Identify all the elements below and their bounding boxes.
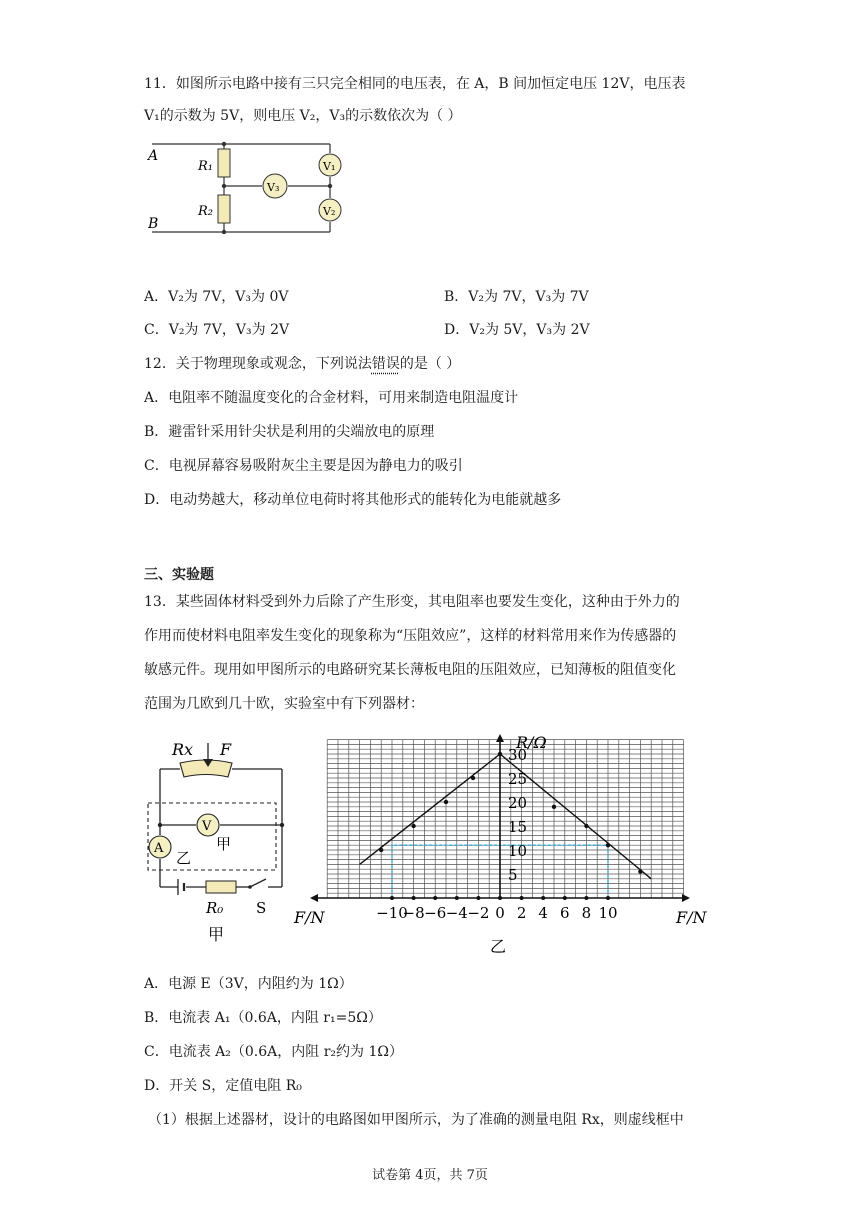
q12-option-a: A．电阻率不随温度变化的合金材料，可用来制造电阻温度计 bbox=[144, 390, 519, 406]
force-label: F bbox=[220, 740, 232, 759]
x-tick-label: 10 bbox=[598, 904, 618, 922]
r1-label: R₁ bbox=[198, 159, 213, 174]
x-tick-label: −4 bbox=[445, 904, 468, 922]
q12-stem bbox=[144, 354, 460, 374]
q11-stem-line1: 11．如图所示电路中接有三只完全相同的电压表，在 A，B 间加恒定电压 12V，电压表 bbox=[144, 76, 686, 92]
q11-option-b: B．V₂为 7V，V₃为 7V bbox=[444, 289, 589, 305]
inner-jia-label: 甲 bbox=[216, 835, 232, 853]
data-point bbox=[498, 752, 502, 756]
r0-label: R₀ bbox=[206, 899, 224, 917]
q11-option-a: A．V₂为 7V，V₃为 0V bbox=[144, 289, 289, 305]
x-tick-label: 4 bbox=[538, 904, 548, 922]
x-tick-mark bbox=[541, 896, 545, 900]
x-tick-label: 8 bbox=[581, 904, 592, 922]
fig-jia-caption: 甲 bbox=[208, 925, 225, 944]
q11-circuit-figure bbox=[140, 132, 360, 244]
data-point bbox=[552, 805, 556, 809]
q12-option-c: C．电视屏幕容易吸附灰尘主要是因为静电力的吸引 bbox=[144, 458, 463, 474]
r0-resistor bbox=[206, 881, 236, 893]
v3-label: V₃ bbox=[267, 181, 280, 194]
q12-stem-post: 的是（ ） bbox=[399, 356, 461, 372]
q12-stem-emphasis: 错误 bbox=[371, 356, 400, 372]
terminal-a-label: A bbox=[148, 148, 159, 164]
q13-option-d: D．开关 S，定值电阻 R₀ bbox=[144, 1078, 302, 1094]
x-tick-label: −10 bbox=[376, 904, 408, 922]
x-tick-mark bbox=[433, 896, 437, 900]
data-point bbox=[379, 848, 383, 852]
v1-label: V₁ bbox=[323, 160, 336, 173]
q13-stem-line2: 作用而使材料电阻率发生变化的现象称为“压阻效应”，这样的材料常用来作为传感器的 bbox=[144, 628, 677, 644]
x-tick-label: −8 bbox=[402, 904, 425, 922]
q13-option-c: C．电流表 A₂（0.6A，内阻 r₂约为 1Ω） bbox=[144, 1044, 403, 1060]
q11-stem-line2: V₁的示数为 5V，则电压 V₂，V₃的示数依次为（ ） bbox=[144, 108, 462, 124]
y-tick-label: 25 bbox=[508, 770, 528, 788]
section-title: 三、实验题 bbox=[144, 567, 214, 583]
q11-option-c: C．V₂为 7V，V₃为 2V bbox=[144, 322, 290, 338]
y-tick-label: 5 bbox=[508, 866, 518, 884]
x-tick-label: 2 bbox=[516, 904, 527, 922]
x-tick-mark bbox=[455, 896, 459, 900]
x-tick-label: 6 bbox=[560, 904, 570, 922]
dashed-box bbox=[148, 803, 276, 870]
x-axis-arrow bbox=[682, 894, 690, 902]
x-tick-mark bbox=[412, 896, 416, 900]
q13-option-a: A．电源 E（3V，内阻约为 1Ω） bbox=[144, 976, 353, 992]
r2-label: R₂ bbox=[198, 204, 213, 219]
data-point bbox=[411, 824, 415, 828]
rx-label: Rx bbox=[172, 740, 194, 759]
y-tick-label: 15 bbox=[508, 818, 528, 836]
terminal-b-label: B bbox=[148, 216, 159, 232]
q13-option-b: B．电流表 A₁（0.6A，内阻 r₁=5Ω） bbox=[144, 1010, 382, 1026]
r1-resistor bbox=[218, 149, 230, 177]
q13-stem-line4: 范围为几欧到几十欧，实验室中有下列器材： bbox=[144, 696, 424, 712]
q13-stem-line1: 13．某些固体材料受到外力后除了产生形变，其电阻率也要发生变化，这种由于外力的 bbox=[144, 594, 680, 610]
x-tick-mark bbox=[476, 896, 480, 900]
x-axis-label-left: F/N bbox=[294, 908, 325, 927]
q12-option-b: B．避雷针采用针尖状是利用的尖端放电的原理 bbox=[144, 424, 435, 440]
q13-sub1: （1）根据上述器材，设计的电路图如甲图所示，为了准确的测量电阻 Rx，则虚线框中 bbox=[148, 1112, 684, 1128]
y-tick-label: 10 bbox=[508, 842, 528, 860]
x-tick-mark bbox=[584, 896, 588, 900]
fig-yi-chart bbox=[290, 730, 720, 960]
y-tick-label: 30 bbox=[508, 746, 528, 764]
voltmeter-label: V bbox=[202, 819, 212, 834]
q13-stem-line3: 敏感元件。现用如甲图所示的电路研究某长薄板电阻的压阻效应，已知薄板的阻值变化 bbox=[144, 662, 676, 678]
switch-label: S bbox=[256, 899, 267, 917]
x-tick-mark bbox=[390, 896, 394, 900]
x-tick-mark bbox=[606, 896, 610, 900]
data-point bbox=[606, 843, 610, 847]
x-tick-label: −6 bbox=[424, 904, 447, 922]
data-point bbox=[444, 800, 448, 804]
x-tick-label: 0 bbox=[495, 904, 505, 922]
q12-option-d: D．电动势越大，移动单位电荷时将其他形式的能转化为电能就越多 bbox=[144, 492, 562, 508]
inner-yi-label: 乙 bbox=[176, 849, 192, 867]
fig-jia-circuit bbox=[140, 735, 300, 950]
data-point bbox=[471, 776, 475, 780]
x-axis-arrow-left bbox=[310, 894, 318, 902]
x-axis-label-right: F/N bbox=[676, 908, 707, 927]
x-tick-mark bbox=[498, 896, 502, 900]
page-footer: 试卷第 4页，共 7页 bbox=[372, 1168, 488, 1183]
x-tick-label: −2 bbox=[467, 904, 490, 922]
x-tick-mark bbox=[520, 896, 524, 900]
r2-resistor bbox=[218, 195, 230, 223]
y-axis-arrow bbox=[496, 734, 504, 742]
v2-label: V₂ bbox=[323, 205, 336, 218]
series-line bbox=[360, 754, 500, 864]
y-axis-label: R/Ω bbox=[516, 733, 547, 752]
ammeter-label: A bbox=[154, 841, 164, 856]
data-point bbox=[584, 824, 588, 828]
x-tick-mark bbox=[563, 896, 567, 900]
y-tick-label: 20 bbox=[508, 794, 528, 812]
q12-stem-pre: 12．关于物理现象或观念，下列说法 bbox=[144, 356, 372, 372]
fig-yi-caption: 乙 bbox=[490, 937, 507, 956]
data-point bbox=[638, 869, 642, 873]
q11-option-d: D．V₂为 5V，V₃为 2V bbox=[444, 322, 590, 338]
